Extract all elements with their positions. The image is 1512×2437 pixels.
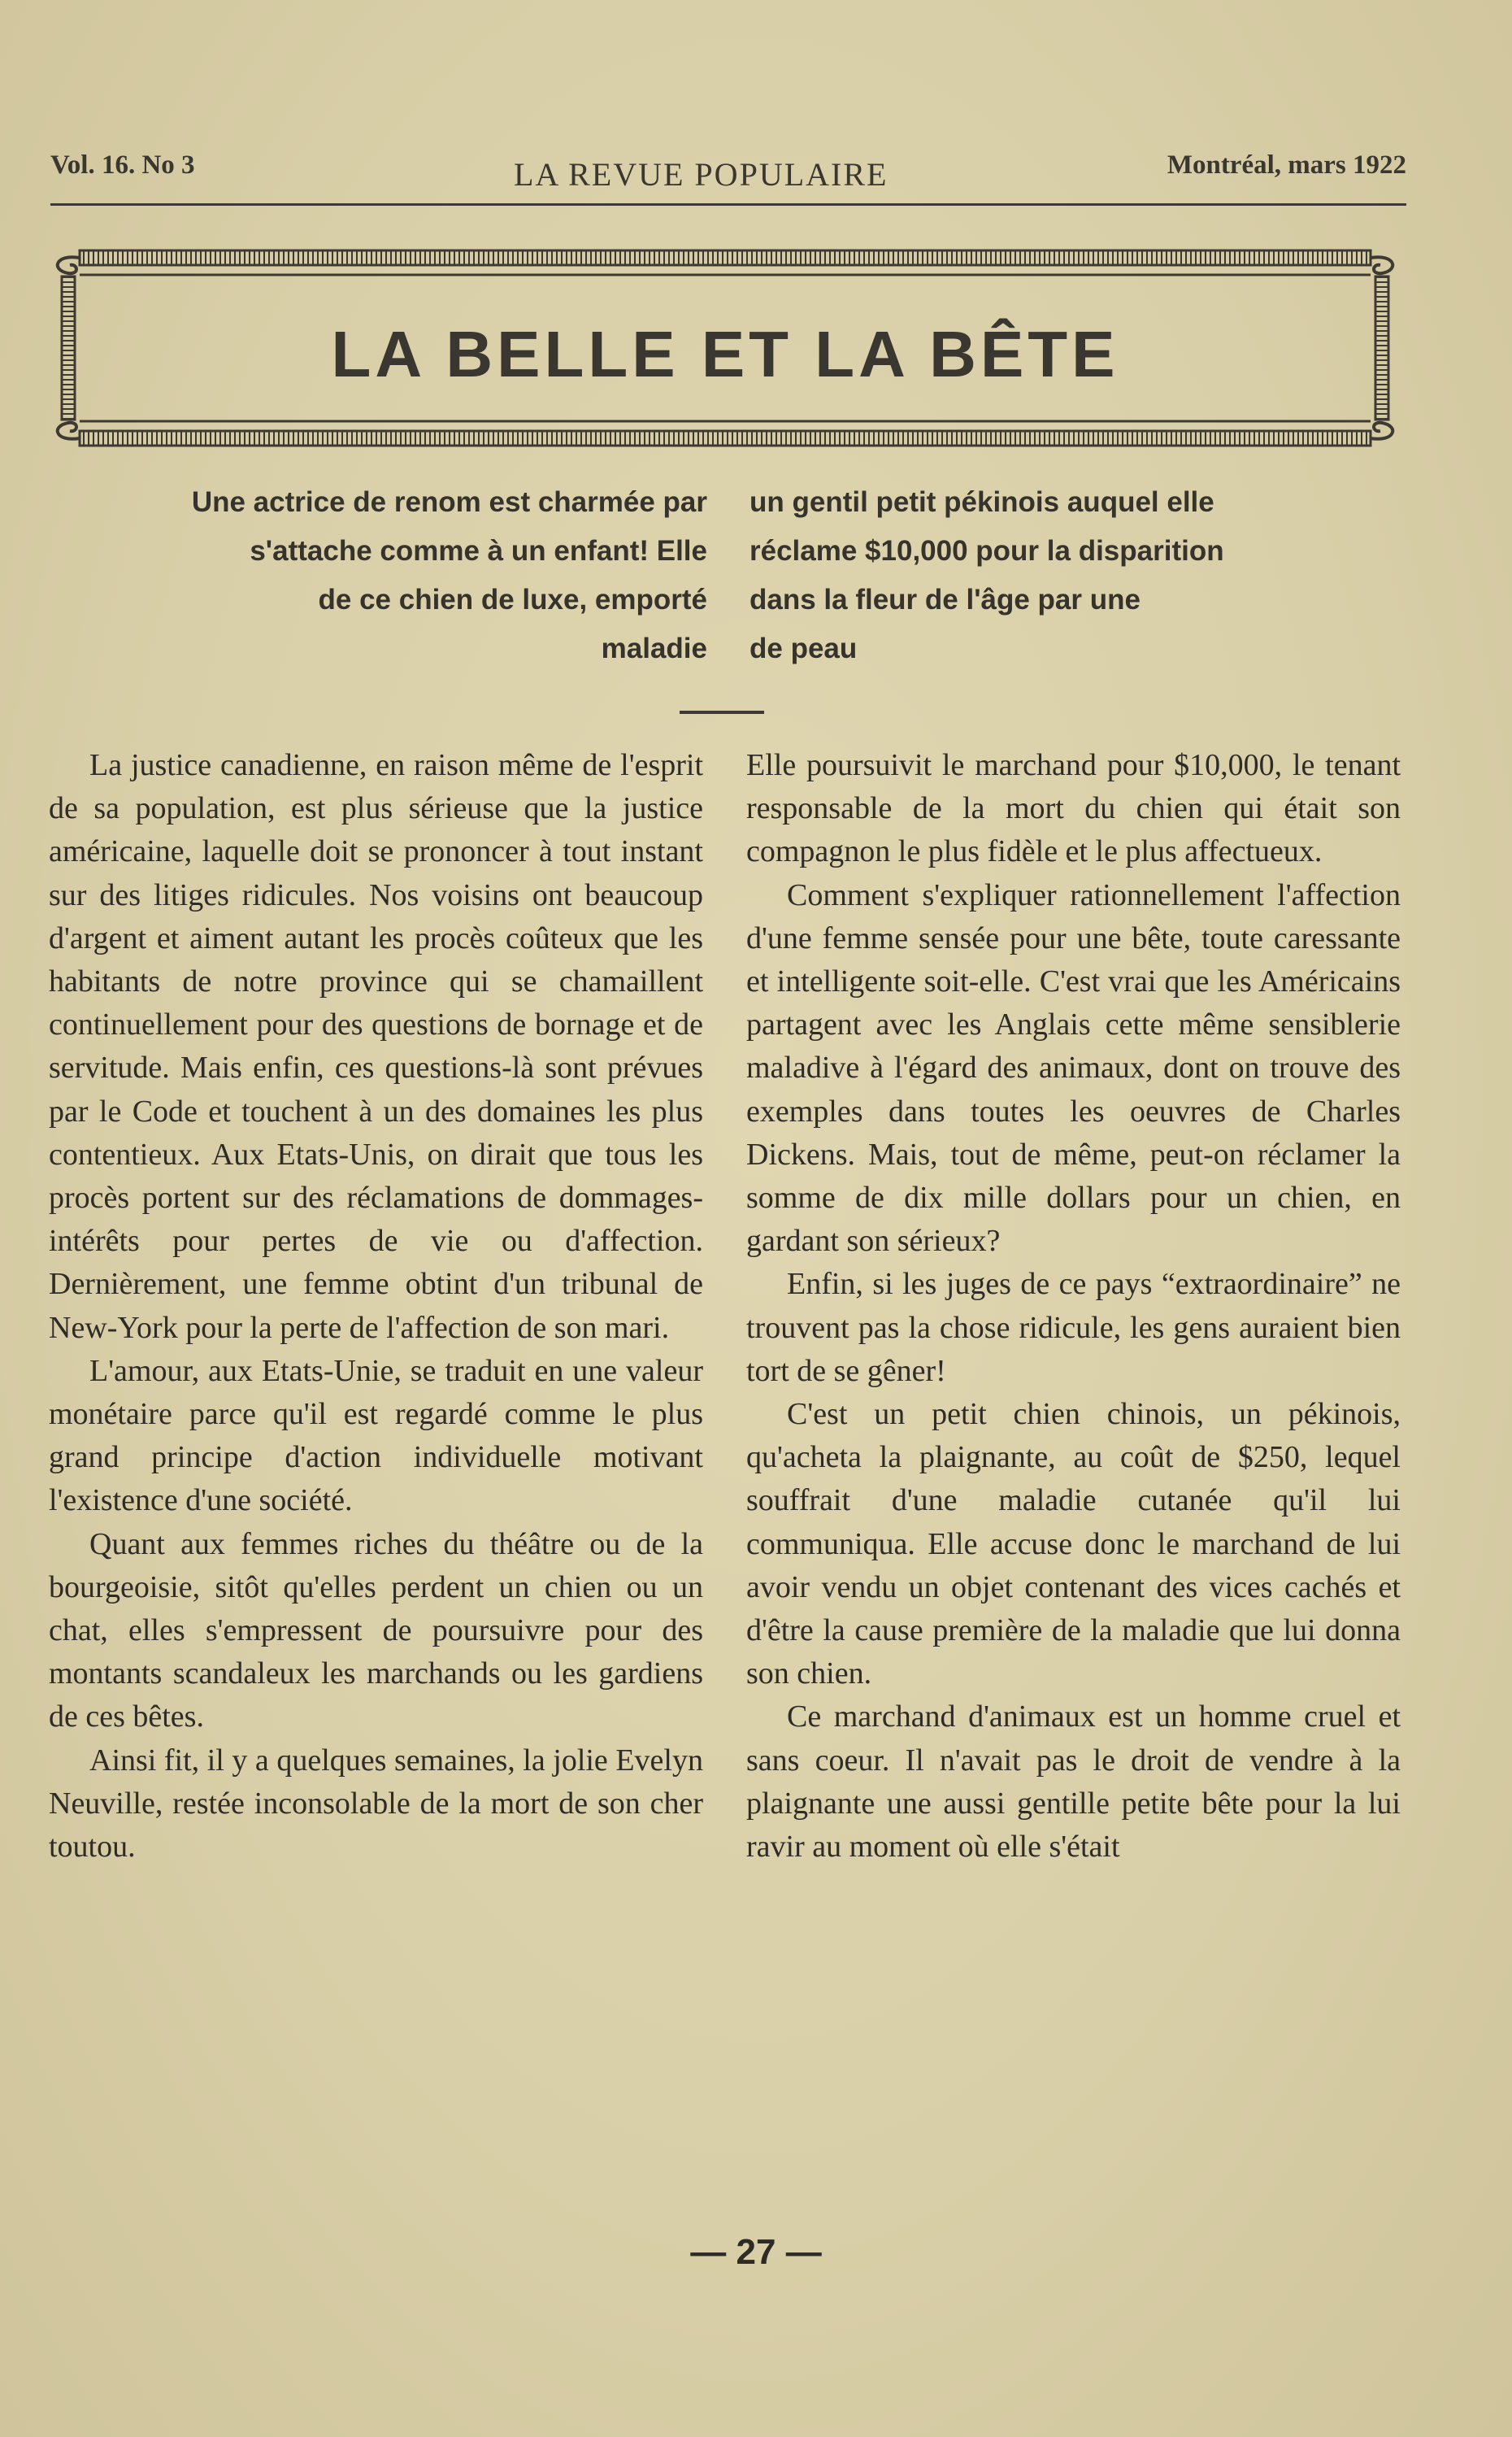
paragraph: Ce marchand d'animaux est un homme cruel et sans coeur. Il n'avait pas le droit de vendre à la plaignante une aussi gentille petite bête pour la lui ravir au moment où elle s'était [746, 1699, 1401, 1865]
paragraph: La justice canadienne, en raison même de l'esprit de sa population, est plus sérieuse que la justice américaine, laquelle doit se prononcer à tout instant sur des litiges ridicules. Nos voisins ont beaucoup d'argent et aiment autant les procès coûteux que les habitants de notre province qui se chamaillent continuellement pour des questions de bornage et de servitude. Mais enfin, ces questions-là sont prévues par le Code et touchent à un des domaines les plus contentieux. Aux Etats-Unis, on dirait que tous les procès portent sur des réclamations de dommages-intérêts pour pertes de vie ou d'affection. Dernièrement, une femme obtint d'un tribunal de New-York pour la perte de l'affection de son mari. [49, 748, 703, 1345]
deck-line: de ce chien de luxe, emporté [318, 584, 707, 616]
article-title: LA BELLE ET LA BÊTE [331, 318, 1119, 390]
section-divider [680, 711, 764, 714]
deck-line: un gentil petit pékinois auquel elle [749, 486, 1214, 518]
page-number: — 27 — [690, 2232, 822, 2272]
deck-left [65, 478, 707, 673]
deck-line: Une actrice de renom est charmée par [191, 486, 707, 518]
volume-number: Vol. 16. No 3 [50, 150, 195, 180]
running-header [50, 150, 1406, 191]
deck-right [749, 478, 1400, 673]
paragraph: Quant aux femmes riches du théâtre ou de la bourgeoisie, sitôt qu'elles perdent un chien ou un chat, elles s'empressent de poursuivre pour des montants scandaleux les marchands ou les gardiens de ces bêtes. [49, 1526, 703, 1734]
paragraph: Enfin, si les juges de ce pays “extraordinaire” ne trouvent pas la chose ridicule, les gens auraient bien tort de se gêner! [746, 1267, 1401, 1388]
paragraph: Ainsi fit, il y a quelques semaines, la jolie Evelyn Neuville, restée inconsolable de la mort de son cher toutou. [49, 1743, 703, 1865]
deck-line: réclame $10,000 pour la disparition [749, 535, 1224, 567]
title-banner [47, 246, 1403, 459]
left-column [49, 744, 703, 1869]
deck-line: dans la fleur de l'âge par une [749, 584, 1141, 616]
deck-line: maladie [601, 633, 707, 664]
magazine-name: LA REVUE POPULAIRE [514, 156, 889, 193]
deck-line: s'attache comme à un enfant! Elle [250, 535, 707, 567]
paragraph: L'amour, aux Etats-Unie, se traduit en une valeur monétaire parce qu'il est regardé comme le plus grand principe d'action individuelle motivant l'existence d'une société. [49, 1353, 703, 1518]
paragraph: Comment s'expliquer rationnellement l'affection d'une femme sensée pour une bête, toute caressante et intelligente soit-elle. C'est vrai que les Américains partagent avec les Anglais cette même sensiblerie maladive à l'égard des animaux, dont on trouve des exemples dans toutes les oeuvres de Charles Dickens. Mais, tout de même, peut-on réclamer la somme de dix mille dollars pour un chien, en gardant son sérieux? [746, 877, 1401, 1259]
deck-line: de peau [749, 633, 858, 664]
header-rule [50, 203, 1406, 206]
right-column [746, 744, 1401, 1869]
paragraph: Elle poursuivit le marchand pour $10,000, le tenant responsable de la mort du chien qui était son compagnon le plus fidèle et le plus affectueux. [746, 748, 1401, 869]
issue-date: Montréal, mars 1922 [1167, 150, 1406, 180]
paragraph: C'est un petit chien chinois, un pékinois, qu'acheta la plaignante, au coût de $250, lequel souffrait d'une maladie cutanée qu'il lui communiqua. Elle accuse donc le marchand de lui avoir vendu un objet contenant des vices cachés et d'être la cause première de la maladie que lui donna son chien. [746, 1397, 1401, 1691]
